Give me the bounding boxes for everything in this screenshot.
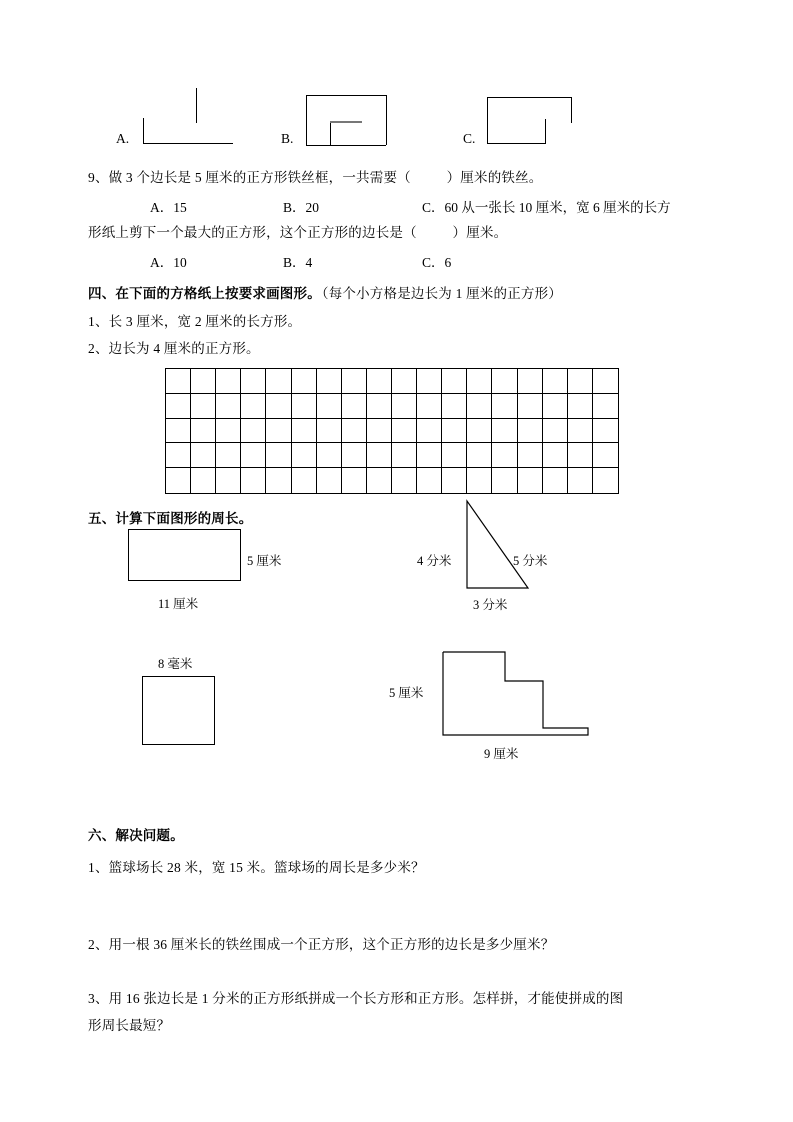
grid-cell[interactable] (492, 369, 517, 394)
grid-cell[interactable] (442, 394, 467, 419)
grid-cell[interactable] (216, 443, 241, 468)
grid-cell[interactable] (342, 468, 367, 493)
grid-cell[interactable] (593, 468, 618, 493)
shape-a-middle-stub (196, 88, 197, 123)
shape-b-notch-vertical (330, 122, 331, 145)
grid-cell[interactable] (191, 369, 216, 394)
grid-cell[interactable] (216, 369, 241, 394)
grid-cell[interactable] (292, 443, 317, 468)
grid-cell[interactable] (367, 419, 392, 444)
perimeter-rectangle (128, 529, 241, 581)
grid-cell[interactable] (543, 394, 568, 419)
grid-cell[interactable] (317, 394, 342, 419)
grid-cell[interactable] (518, 369, 543, 394)
grid-cell[interactable] (166, 369, 191, 394)
grid-cell[interactable] (216, 419, 241, 444)
grid-cell[interactable] (467, 468, 492, 493)
grid-cell[interactable] (266, 468, 291, 493)
question9-option-b[interactable]: B．20 (283, 200, 320, 215)
grid-cell[interactable] (166, 443, 191, 468)
graph-paper-grid[interactable] (165, 368, 619, 494)
grid-cell[interactable] (266, 369, 291, 394)
question10-stem-continued: 形纸上剪下一个最大的正方形，这个正方形的边长是（ ）厘米。 (88, 225, 508, 240)
grid-cell[interactable] (593, 369, 618, 394)
grid-cell[interactable] (492, 468, 517, 493)
grid-cell[interactable] (166, 468, 191, 493)
grid-cell[interactable] (367, 443, 392, 468)
shape-b-bottom-edge (306, 145, 386, 146)
shape-c-left-edge (487, 97, 488, 144)
grid-cell[interactable] (241, 394, 266, 419)
grid-cell[interactable] (568, 443, 593, 468)
shape-a-left-edge (143, 118, 144, 144)
grid-cell[interactable] (417, 468, 442, 493)
square-top-label: 8 毫米 (158, 657, 193, 671)
grid-cell[interactable] (292, 394, 317, 419)
question9-option-a[interactable]: A．15 (150, 200, 187, 215)
grid-cell[interactable] (191, 394, 216, 419)
staircase-bottom-label: 9 厘米 (484, 747, 519, 761)
grid-cell[interactable] (392, 369, 417, 394)
grid-cell[interactable] (241, 419, 266, 444)
grid-cell[interactable] (392, 468, 417, 493)
question10-option-a[interactable]: A．10 (150, 255, 187, 270)
grid-cell[interactable] (467, 443, 492, 468)
grid-cell[interactable] (317, 468, 342, 493)
question9-option-c[interactable]: C．60 从一张长 10 厘米，宽 6 厘米的长方 (422, 200, 671, 215)
triangle-left-label: 4 分米 (417, 554, 452, 568)
grid-cell[interactable] (518, 468, 543, 493)
grid-cell[interactable] (442, 369, 467, 394)
shape-b-right-edge (386, 95, 387, 145)
grid-cell[interactable] (568, 419, 593, 444)
section6-item3-line1: 3、用 16 张边长是 1 分米的正方形纸拼成一个长方形和正方形。怎样拼，才能使拼成的图 (88, 991, 624, 1006)
grid-cell[interactable] (467, 419, 492, 444)
grid-cell[interactable] (166, 419, 191, 444)
grid-cell[interactable] (266, 443, 291, 468)
grid-cell[interactable] (342, 369, 367, 394)
grid-cell[interactable] (292, 468, 317, 493)
grid-cell[interactable] (317, 419, 342, 444)
grid-cell[interactable] (191, 468, 216, 493)
grid-cell[interactable] (342, 443, 367, 468)
shape-b-left-edge (306, 95, 307, 145)
section6-item2: 2、用一根 36 厘米长的铁丝围成一个正方形，这个正方形的边长是多少厘米？ (88, 937, 555, 952)
grid-cell[interactable] (593, 443, 618, 468)
staircase-left-label: 5 厘米 (389, 686, 424, 700)
grid-cell[interactable] (492, 419, 517, 444)
grid-cell[interactable] (518, 394, 543, 419)
triangle-hypotenuse-label: 5 分米 (513, 554, 548, 568)
triangle-outline (467, 501, 528, 588)
grid-cell[interactable] (467, 369, 492, 394)
shape-b-top-edge (306, 95, 386, 96)
grid-cell[interactable] (392, 443, 417, 468)
choice-label-b: B. (281, 131, 294, 146)
grid-cell[interactable] (543, 369, 568, 394)
grid-cell[interactable] (568, 369, 593, 394)
section6-item1: 1、篮球场长 28 米，宽 15 米。篮球场的周长是多少米？ (88, 860, 425, 875)
section6-item3-line2: 形周长最短？ (88, 1018, 171, 1033)
section5-heading: 五、计算下面图形的周长。 (88, 511, 253, 526)
grid-cell[interactable] (417, 419, 442, 444)
grid-cell[interactable] (593, 394, 618, 419)
grid-cell[interactable] (417, 369, 442, 394)
grid-cell[interactable] (166, 394, 191, 419)
shape-c-top-edge (487, 97, 571, 98)
grid-cell[interactable] (593, 419, 618, 444)
grid-cell[interactable] (543, 468, 568, 493)
grid-cell[interactable] (241, 468, 266, 493)
shape-c-inner-right-edge (545, 119, 546, 144)
grid-cell[interactable] (392, 394, 417, 419)
shape-a-bottom-edge (143, 143, 233, 144)
staircase-outline (443, 652, 588, 735)
question9-stem: 9、做 3 个边长是 5 厘米的正方形铁丝框，一共需要（ ）厘米的铁丝。 (88, 170, 543, 185)
section4-heading: 四、在下面的方格纸上按要求画图形。 (88, 286, 321, 301)
shape-c-outer-right-edge (571, 97, 572, 123)
shape-c-bottom-edge (487, 143, 545, 144)
grid-cell[interactable] (442, 468, 467, 493)
grid-cell[interactable] (216, 468, 241, 493)
grid-cell[interactable] (241, 443, 266, 468)
grid-cell[interactable] (518, 419, 543, 444)
grid-cell[interactable] (292, 419, 317, 444)
grid-cell[interactable] (191, 419, 216, 444)
choice-label-a: A. (116, 131, 130, 146)
perimeter-square (142, 676, 215, 745)
grid-cell[interactable] (317, 369, 342, 394)
grid-cell[interactable] (367, 394, 392, 419)
grid-cell[interactable] (367, 369, 392, 394)
grid-cell[interactable] (543, 443, 568, 468)
grid-cell[interactable] (292, 369, 317, 394)
section4-item2: 2、边长为 4 厘米的正方形。 (88, 341, 260, 356)
grid-cell[interactable] (442, 443, 467, 468)
grid-cell[interactable] (442, 419, 467, 444)
grid-cell[interactable] (241, 369, 266, 394)
grid-cell[interactable] (317, 443, 342, 468)
grid-cell[interactable] (492, 443, 517, 468)
grid-cell[interactable] (417, 394, 442, 419)
grid-cell[interactable] (518, 443, 543, 468)
perimeter-staircase (438, 645, 598, 740)
section4-heading-note: （每个小方格是边长为 1 厘米的正方形） (315, 286, 562, 301)
grid-cell[interactable] (367, 468, 392, 493)
grid-cell[interactable] (191, 443, 216, 468)
grid-cell[interactable] (417, 443, 442, 468)
question10-option-c[interactable]: C．6 (422, 255, 452, 270)
rectangle-bottom-label: 11 厘米 (158, 597, 199, 611)
grid-cell[interactable] (342, 419, 367, 444)
shape-b-notch-horizontal (330, 121, 362, 123)
choice-label-c: C. (463, 131, 476, 146)
grid-cell[interactable] (543, 419, 568, 444)
grid-cell[interactable] (266, 419, 291, 444)
grid-cell[interactable] (568, 468, 593, 493)
grid-cell[interactable] (492, 394, 517, 419)
grid-cell[interactable] (467, 394, 492, 419)
question10-option-b[interactable]: B．4 (283, 255, 313, 270)
grid-cell[interactable] (216, 394, 241, 419)
grid-cell[interactable] (342, 394, 367, 419)
section4-item1: 1、长 3 厘米，宽 2 厘米的长方形。 (88, 314, 302, 329)
perimeter-triangle (455, 495, 550, 600)
triangle-bottom-label: 3 分米 (473, 598, 508, 612)
grid-cell[interactable] (568, 394, 593, 419)
rectangle-side-label: 5 厘米 (247, 554, 282, 568)
section6-heading: 六、解决问题。 (88, 828, 184, 843)
grid-cell[interactable] (392, 419, 417, 444)
grid-cell[interactable] (266, 394, 291, 419)
